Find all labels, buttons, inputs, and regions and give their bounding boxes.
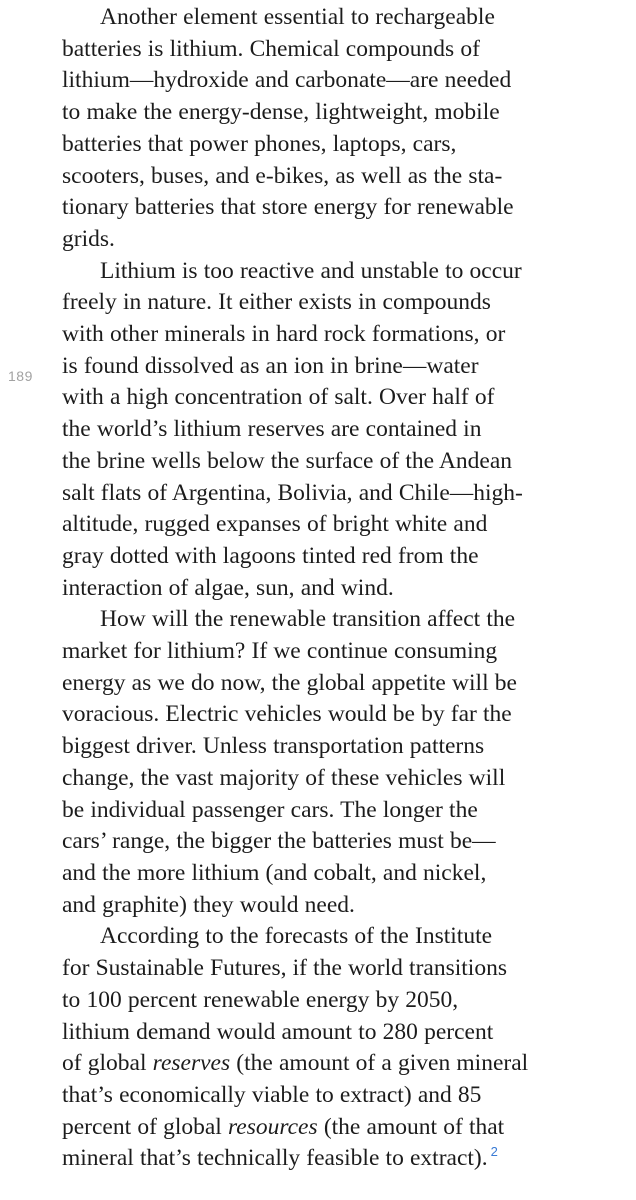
text-line: [62, 1143, 632, 1175]
text-line: batteries is lithium. Chemical compounds of: [62, 35, 480, 62]
text-line: for Sustainable Futures, if the world transitions: [62, 955, 507, 982]
text-line: change, the vast majority of these vehicles will: [62, 764, 506, 791]
text-segment: (the amount of a given mineral: [230, 1050, 529, 1077]
paragraph-4: [62, 921, 632, 1175]
text-line: voracious. Electric vehicles would be by far the: [62, 701, 512, 728]
text-line: that’s economically viable to extract) and 85: [62, 1081, 482, 1108]
text-line: the world’s lithium reserves are contained in: [62, 416, 482, 443]
text-line: grids.: [62, 225, 115, 252]
text-segment: percent of global: [62, 1113, 228, 1140]
text-line: energy as we do now, the global appetite will be: [62, 669, 517, 696]
text-line: According to the forecasts of the Institute: [100, 923, 493, 950]
text-line: salt flats of Argentina, Bolivia, and Chile—high-: [62, 479, 523, 506]
text-segment: mineral that’s technically feasible to extract).: [62, 1145, 488, 1172]
text-segment: (the amount of that: [317, 1113, 505, 1140]
page-number: 189: [8, 368, 33, 384]
text-line: with a high concentration of salt. Over half of: [62, 384, 495, 411]
text-line: with other minerals in hard rock formations, or: [62, 321, 506, 348]
text-line: tionary batteries that store energy for renewable: [62, 194, 514, 221]
text-line: to make the energy-dense, lightweight, mobile: [62, 99, 500, 126]
body-text: [62, 2, 632, 1175]
emphasis-reserves: reserves: [152, 1050, 231, 1077]
emphasis-resources: resources: [228, 1113, 318, 1140]
footnote-reference-link[interactable]: 2: [490, 1144, 498, 1160]
text-line: freely in nature. It either exists in compounds: [62, 289, 491, 316]
text-segment: of global: [62, 1050, 153, 1077]
text-line: Another element essential to rechargeable: [100, 4, 495, 30]
text-line: gray dotted with lagoons tinted red from the: [62, 542, 479, 569]
text-line: is found dissolved as an ion in brine—water: [62, 352, 479, 379]
text-line: the brine wells below the surface of the Andean: [62, 447, 513, 474]
text-line: Lithium is too reactive and unstable to occur: [100, 257, 522, 284]
text-line: be individual passenger cars. The longer the: [62, 796, 478, 823]
text-line: batteries that power phones, laptops, cars,: [62, 130, 457, 157]
text-line: and the more lithium (and cobalt, and nickel,: [62, 859, 487, 886]
text-line: lithium—hydroxide and carbonate—are needed: [62, 67, 512, 94]
paragraph-3: [62, 604, 632, 921]
text-line: lithium demand would amount to 280 percent: [62, 1018, 494, 1045]
text-line: [62, 1048, 632, 1080]
text-line: [62, 1112, 632, 1144]
paragraph-1: [62, 2, 632, 256]
text-line: market for lithium? If we continue consuming: [62, 638, 498, 665]
paragraph-2: [62, 256, 632, 605]
text-line: scooters, buses, and e-bikes, as well as the sta-: [62, 162, 503, 189]
text-line: interaction of algae, sun, and wind.: [62, 574, 394, 601]
text-line: How will the renewable transition affect the: [100, 606, 516, 633]
text-line: cars’ range, the bigger the batteries must be—: [62, 828, 496, 855]
text-line: altitude, rugged expanses of bright white and: [62, 511, 488, 538]
text-line: and graphite) they would need.: [62, 891, 355, 918]
text-line: to 100 percent renewable energy by 2050,: [62, 986, 459, 1013]
text-line: biggest driver. Unless transportation patterns: [62, 733, 485, 760]
